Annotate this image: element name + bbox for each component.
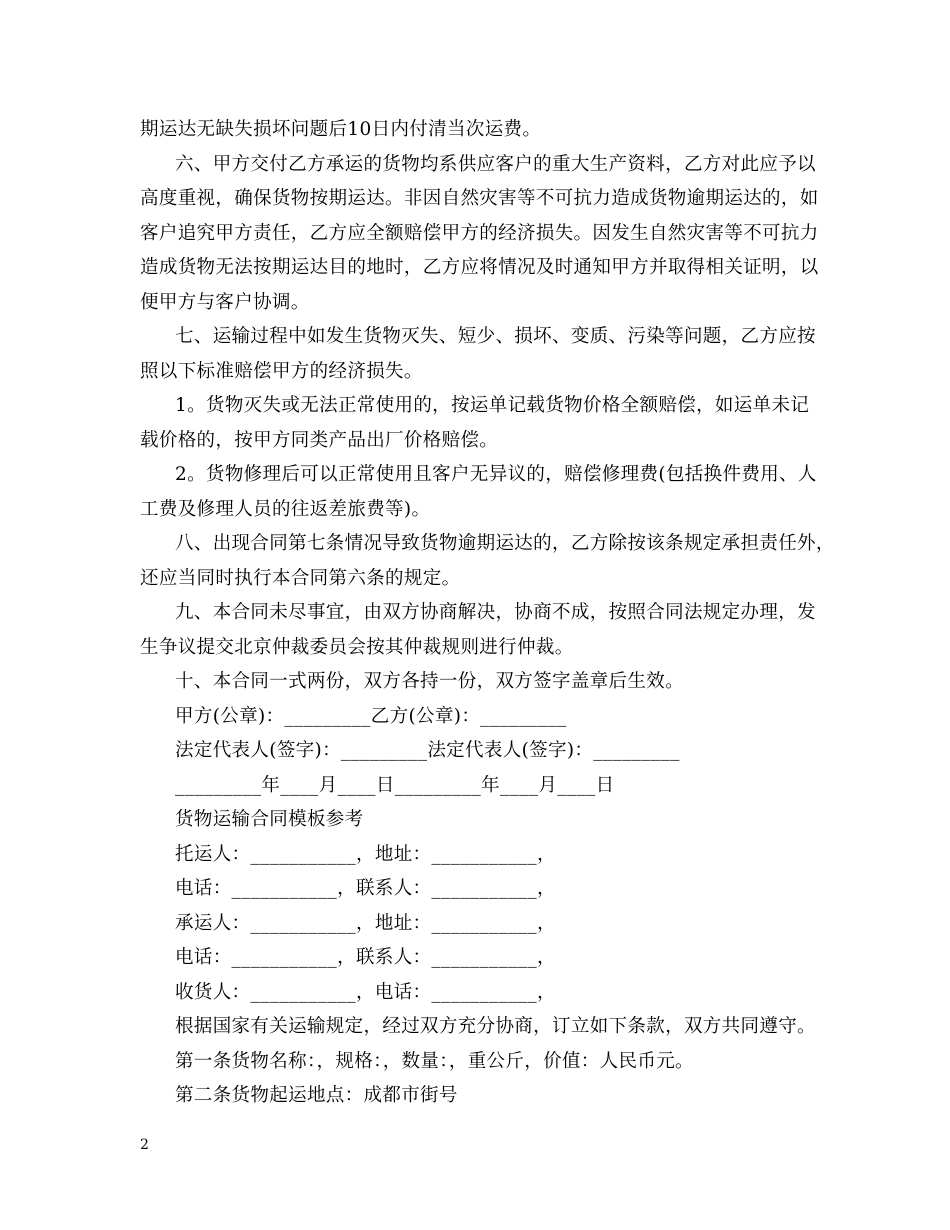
text-line: 收货人：___________，电话：___________， [175, 981, 556, 1003]
text-line: 高度重视，确保货物按期运达。非因自然灾害等不可抗力造成货物逾期运达的，如 [140, 188, 819, 209]
text-line: 法定代表人(签字)：_________法定代表人(签字)：_________ [175, 740, 680, 761]
text-line: 电话：___________，联系人：___________， [175, 947, 556, 968]
text-line: 还应当同时执行本合同第六条的规定。 [140, 567, 461, 589]
text-line: 托运人：___________，地址：___________， [175, 843, 556, 865]
text-line: 九、本合同未尽事宜，由双方协商解决，协商不成，按照合同法规定办理，发 [175, 602, 816, 623]
text-line: 2。货物修理后可以正常使用且客户无异议的，赔偿修理费(包括换件费用、人 [175, 464, 817, 485]
text-line: 第二条货物起运地点：成都市街号 [175, 1085, 458, 1106]
text-line: 客户追究甲方责任，乙方应全额赔偿甲方的经济损失。因发生自然灾害等不可抗力 [140, 222, 819, 244]
text-line: 八、出现合同第七条情况导致货物逾期运达的，乙方除按该条规定承担责任外， [175, 533, 835, 554]
text-line: 承运人：___________，地址：___________， [175, 912, 556, 934]
text-line: 期运达无缺失损坏问题后10日内付清当次运费。 [140, 119, 542, 140]
text-line: 1。货物灭失或无法正常使用的，按运单记载货物价格全额赔偿，如运单未记 [175, 395, 810, 416]
text-line: _________年____月____日_________年____月____日 [175, 774, 615, 796]
text-line: 十、本合同一式两份，双方各持一份，双方签字盖章后生效。 [175, 671, 684, 692]
text-line: 造成货物无法按期运达目的地时，乙方应将情况及时通知甲方并取得相关证明，以 [140, 257, 819, 278]
text-line: 生争议提交北京仲裁委员会按其仲裁规则进行仲裁。 [140, 636, 574, 658]
text-line: 货物运输合同模板参考 [175, 809, 364, 830]
text-line: 甲方(公章)：_________乙方(公章)：_________ [175, 705, 567, 727]
text-line: 便甲方与客户协调。 [140, 291, 310, 313]
text-line: 电话：___________，联系人：___________， [175, 878, 556, 899]
text-line: 载价格的，按甲方同类产品出厂价格赔偿。 [140, 429, 499, 451]
document-body [140, 113, 835, 1114]
text-line: 照以下标准赔偿甲方的经济损失。 [140, 360, 423, 382]
text-line: 六、甲方交付乙方承运的货物均系供应客户的重大生产资料，乙方对此应予以 [175, 153, 816, 175]
text-line: 工费及修理人员的往返差旅费等)。 [140, 498, 431, 520]
page-number: 2 [140, 1137, 149, 1153]
text-line: 根据国家有关运输规定，经过双方充分协商，订立如下条款，双方共同遵守。 [175, 1016, 816, 1037]
text-line: 第一条货物名称：，规格：，数量：，重公斤，价值：人民币元。 [175, 1050, 694, 1072]
text-line: 七、运输过程中如发生货物灭失、短少、损坏、变质、污染等问题，乙方应按 [175, 326, 816, 347]
